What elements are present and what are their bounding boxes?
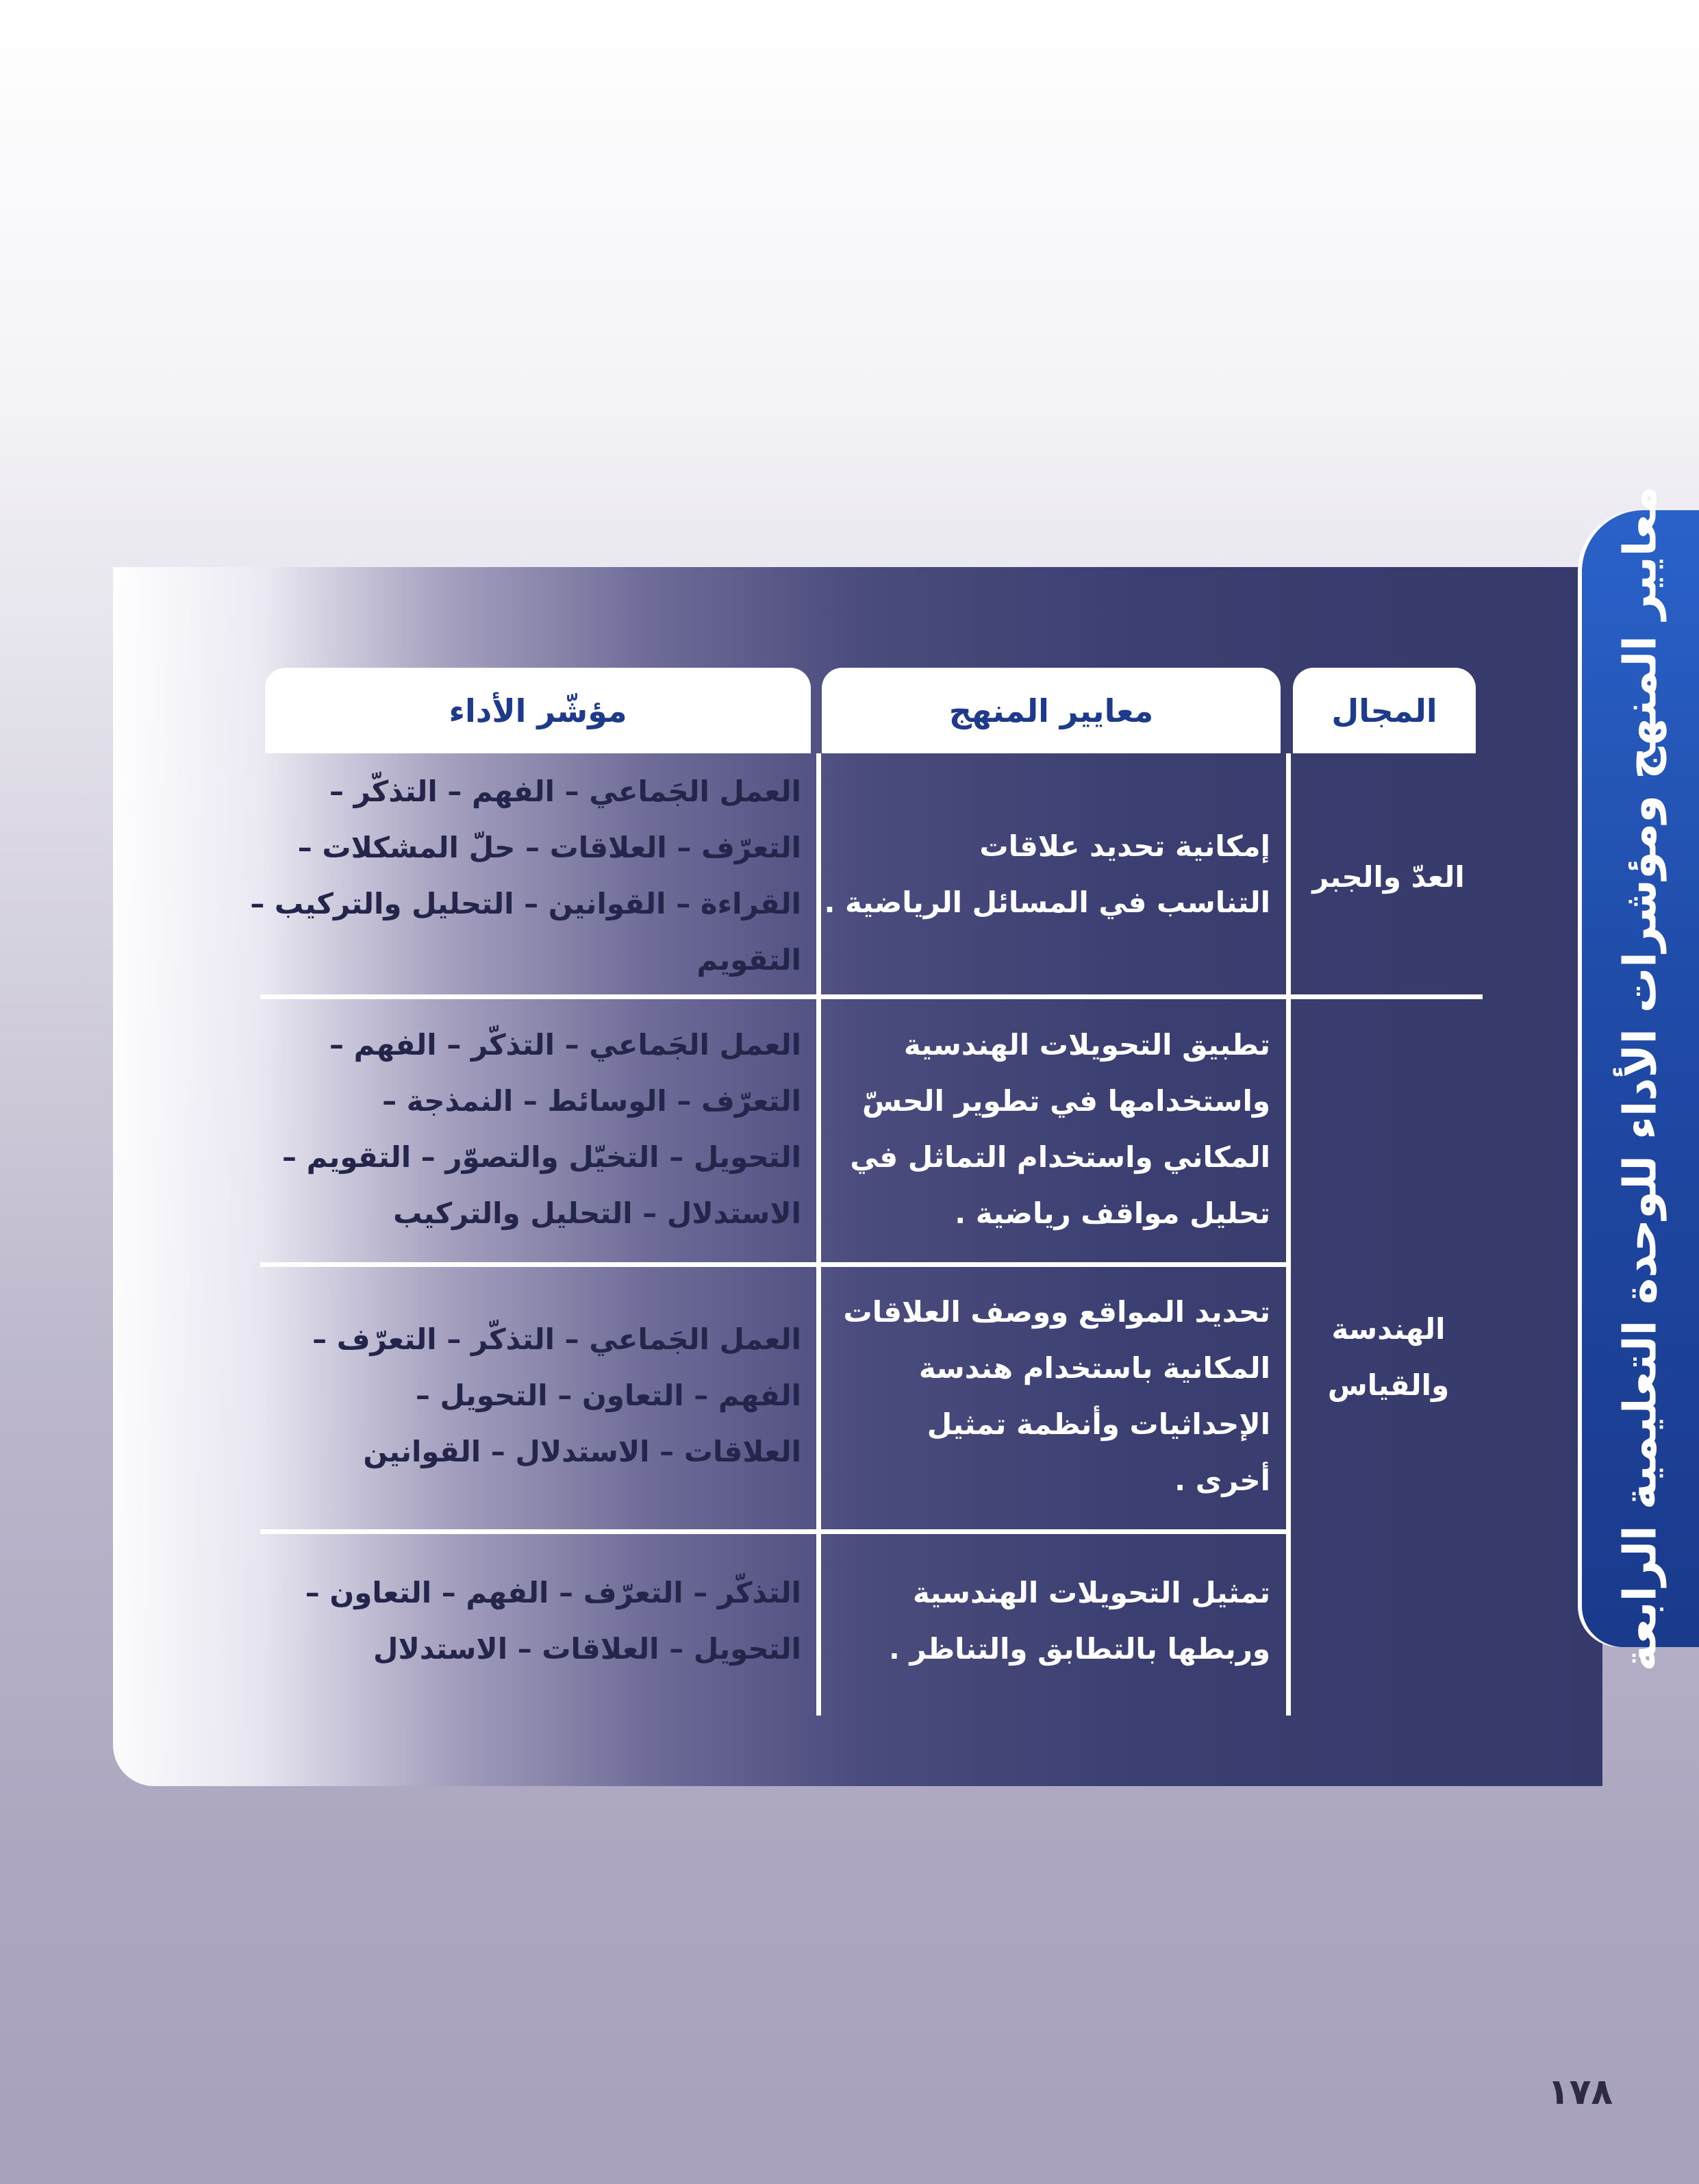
indicator-cell-2: العمل الجَماعي – التذكّر – الفهم – التعرّف – الوسائط – النمذجة – التحويل – التخيّل والتصوّر – التقويم – الاستدلال – التحليل والتركيب: [281, 1028, 801, 1230]
header-standards: معايير المنهج: [822, 668, 1281, 753]
row-divider-1: [260, 994, 1483, 999]
domain-cell-1: العدّ والجبر: [1312, 860, 1465, 894]
side-title: معايير المنهج ومؤشرات الأداء للوحدة التعليمية الرابعة: [1613, 486, 1667, 1672]
indicator-cell-3: العمل الجَماعي – التذكّر – التعرّف – الفهم – التعاون – التحويل – العلاقات – الاستدلال – القوانين: [312, 1322, 801, 1468]
divider-domain-standards: [1286, 753, 1291, 1716]
standard-cell-3: تحديد المواقع ووصف العلاقات المكانية باستخدام هندسة الإحداثيات وأنظمة تمثيل أخرى .: [843, 1295, 1270, 1497]
row-divider-3: [260, 1529, 1289, 1534]
standard-cell-4: تمثيل التحويلات الهندسية وربطها بالتطابق والتناظر .: [888, 1576, 1270, 1666]
indicator-cell-1: العمل الجَماعي – الفهم – التذكّر – التعرّف – العلاقات – حلّ المشكلات – القراءة – القوانين – التحليل والتركيب – التقويم: [250, 775, 801, 977]
divider-standards-indicators: [816, 753, 821, 1716]
domain-cell-2: الهندسة والقياس: [1327, 1312, 1450, 1402]
page-number: ١٧٨: [1547, 2072, 1613, 2113]
standard-cell-1: إمكانية تحديد علاقات التناسب في المسائل الرياضية .: [824, 829, 1270, 919]
standard-cell-2: تطبيق التحويلات الهندسية واستخدامها في تطوير الحسّ المكاني واستخدام التماثل في تحليل مواقف رياضية .: [850, 1028, 1270, 1230]
header-domain: المجال: [1293, 668, 1476, 753]
header-indicators: مؤشّر الأداء: [265, 668, 811, 753]
row-divider-2: [260, 1262, 1289, 1267]
indicator-cell-4: التذكّر – التعرّف – الفهم – التعاون – التحويل – العلاقات – الاستدلال: [305, 1576, 801, 1666]
